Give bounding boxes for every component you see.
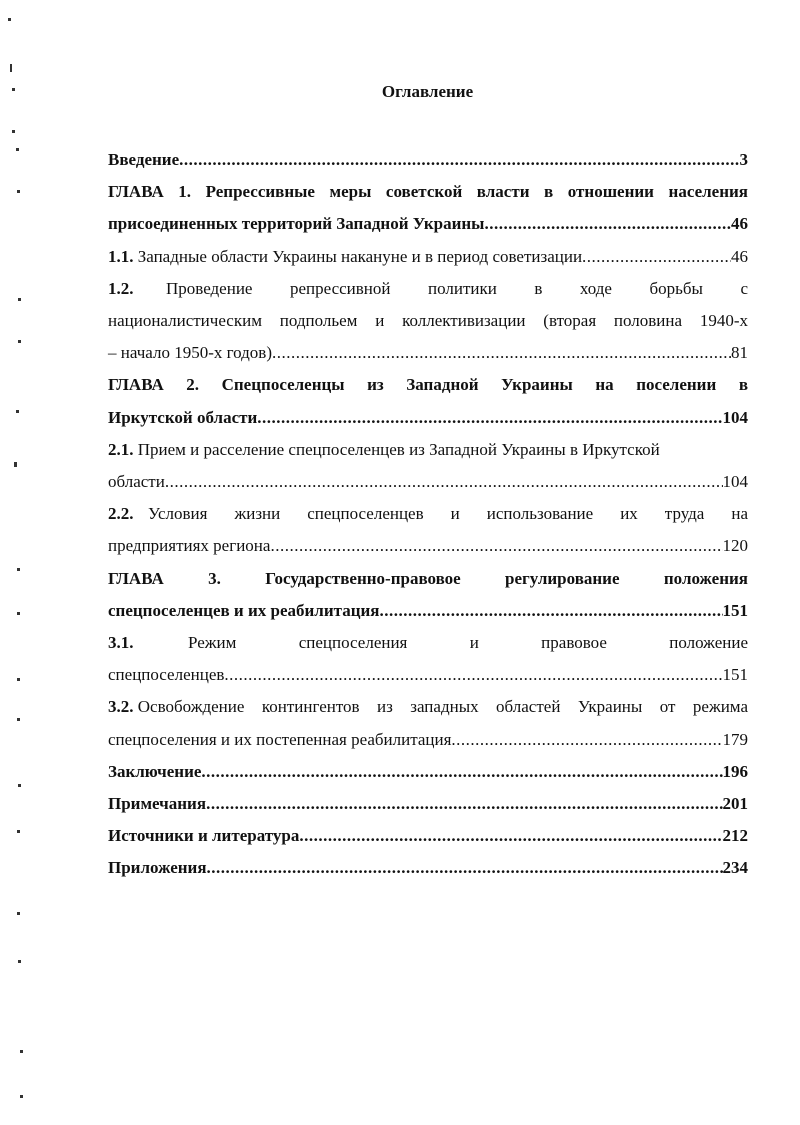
- toc-page-number: 196: [722, 761, 748, 781]
- leader-dots: [272, 337, 731, 369]
- scan-speck: [18, 340, 21, 343]
- toc-page-number: 179: [722, 729, 748, 749]
- toc-label: – начало 1950-х годов): [108, 343, 272, 363]
- scan-speck: [17, 190, 20, 193]
- toc-label: ГЛАВА 2. Спецпоселенцы из Западной Украины на поселении в: [108, 375, 748, 395]
- toc-page-number: 46: [731, 214, 748, 234]
- toc-entry-chapter-3[interactable]: [108, 563, 748, 627]
- leader-dots: [451, 724, 722, 756]
- toc-page-number: 234: [722, 858, 748, 878]
- toc-page-number: 46: [731, 246, 748, 266]
- toc-label: спецпоселенцев и их реабилитация: [108, 600, 380, 620]
- toc-page-number: 104: [722, 407, 748, 427]
- toc-label: спецпоселенцев: [108, 665, 225, 685]
- leader-dots: [299, 820, 722, 852]
- toc-page-number: 201: [722, 794, 748, 814]
- toc-label: Введение: [108, 150, 180, 169]
- scan-speck: [17, 612, 20, 615]
- toc-page-number: 81: [731, 343, 748, 363]
- section-number: 3.2.: [108, 697, 134, 717]
- scan-speck: [14, 462, 17, 467]
- toc-page-number: 212: [722, 826, 748, 846]
- toc-entry-chapter-2[interactable]: [108, 369, 748, 433]
- leader-dots: [165, 466, 723, 498]
- toc-label: Иркутской области: [108, 407, 258, 427]
- scan-speck: [10, 64, 12, 72]
- toc-entry-notes[interactable]: [108, 788, 748, 820]
- toc-label: Источники и литература: [108, 826, 300, 846]
- section-number: 1.1.: [108, 246, 134, 266]
- leader-dots: [206, 788, 722, 820]
- toc-label: ГЛАВА 3. Государственно-правовое регулирование положения: [108, 568, 748, 588]
- page-title: Оглавление: [381, 82, 474, 101]
- toc-entry-section-1-2[interactable]: [108, 273, 748, 370]
- toc-label: присоединенных территорий Западной Украины: [108, 214, 485, 234]
- toc-entry-section-3-2[interactable]: [108, 691, 748, 755]
- leader-dots: [257, 402, 722, 434]
- toc-entry-introduction[interactable]: [108, 144, 748, 176]
- toc-label: Условия жизни спецпоселенцев и использование их труда на: [148, 504, 748, 524]
- toc-page-number: 151: [722, 665, 748, 685]
- toc-page-number: 151: [722, 600, 748, 620]
- toc-label: Заключение: [108, 761, 202, 781]
- leader-dots: [582, 241, 731, 273]
- leader-dots: [224, 659, 722, 691]
- scan-speck: [17, 912, 20, 915]
- scan-speck: [20, 1095, 23, 1098]
- toc-label: Режим спецпоселения и правовое положение: [188, 633, 748, 653]
- leader-dots: [270, 530, 722, 562]
- scan-margin-marks: [0, 0, 30, 1125]
- section-number: 1.2.: [108, 278, 134, 298]
- scan-speck: [17, 678, 20, 681]
- section-number: 3.1.: [108, 633, 134, 653]
- toc-entry-sources[interactable]: [108, 820, 748, 852]
- leader-dots: [179, 144, 739, 176]
- leader-dots: [380, 595, 723, 627]
- toc-page-number: 3: [739, 150, 748, 169]
- toc-page-number: 104: [722, 472, 748, 492]
- toc-label: предприятиях региона: [108, 536, 271, 556]
- toc-label: националистическим подпольем и коллективизации (вторая половина 1940-х: [108, 311, 748, 331]
- leader-dots: [484, 208, 731, 240]
- scan-speck: [16, 410, 19, 413]
- toc-entry-chapter-1[interactable]: [108, 176, 748, 240]
- scan-speck: [8, 18, 11, 21]
- leader-dots: [207, 852, 723, 884]
- toc-label: Приложения: [108, 858, 207, 878]
- scan-speck: [12, 130, 15, 133]
- toc-entry-section-1-1[interactable]: [108, 241, 748, 273]
- toc-label: ГЛАВА 1. Репрессивные меры советской власти в отношении населения: [108, 182, 748, 202]
- toc-entry-section-2-2[interactable]: [108, 498, 748, 562]
- scan-speck: [17, 568, 20, 571]
- section-number: 2.1.: [108, 439, 134, 459]
- table-of-contents: [108, 144, 748, 885]
- toc-entry-appendix[interactable]: [108, 852, 748, 884]
- toc-label: области: [108, 472, 165, 492]
- scan-speck: [17, 830, 20, 833]
- toc-page-number: 120: [722, 536, 748, 556]
- scan-speck: [20, 1050, 23, 1053]
- section-number: 2.2.: [108, 504, 134, 524]
- toc-label: Проведение репрессивной политики в ходе борьбы с: [166, 278, 748, 298]
- scan-speck: [18, 784, 21, 787]
- toc-label: Западные области Украины накануне и в период советизации: [137, 246, 583, 266]
- scan-speck: [18, 960, 21, 963]
- toc-label: Примечания: [108, 794, 207, 814]
- toc-label: спецпоселения и их постепенная реабилитация: [108, 729, 452, 749]
- scan-speck: [16, 148, 19, 151]
- toc-entry-section-3-1[interactable]: [108, 627, 748, 691]
- toc-label: Освобождение контингентов из западных областей Украины от режима: [137, 697, 748, 717]
- toc-entry-section-2-1[interactable]: [108, 434, 748, 498]
- leader-dots: [201, 756, 722, 788]
- scan-speck: [17, 718, 20, 721]
- toc-entry-conclusion[interactable]: [108, 756, 748, 788]
- scan-speck: [18, 298, 21, 301]
- toc-label: Прием и расселение спецпоселенцев из Западной Украины в Иркутской: [137, 439, 660, 459]
